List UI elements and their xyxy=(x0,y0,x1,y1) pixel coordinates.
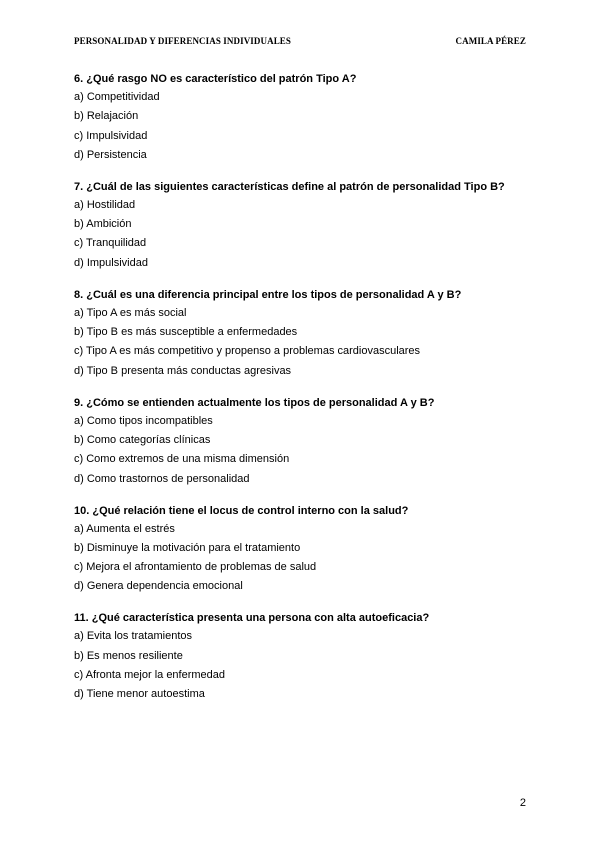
option-d: d) Genera dependencia emocional xyxy=(74,580,243,593)
header-author-name: CAMILA PÉREZ xyxy=(455,36,526,46)
question-10 xyxy=(74,504,534,594)
option-d: d) Como trastornos de personalidad xyxy=(74,472,250,485)
question-6 xyxy=(74,72,534,162)
question-list xyxy=(74,72,534,719)
option-b: b) Es menos resiliente xyxy=(74,649,183,662)
option-a: a) Hostilidad xyxy=(74,198,136,211)
question-title: 11. ¿Qué característica presenta una persona con alta autoeficacia? xyxy=(74,612,430,625)
option-a: a) Tipo A es más social xyxy=(74,306,187,319)
option-d: d) Impulsividad xyxy=(74,256,148,269)
page-number: 2 xyxy=(519,797,526,809)
option-a: a) Competitividad xyxy=(74,91,160,103)
question-8 xyxy=(74,288,534,378)
question-9 xyxy=(74,396,534,486)
option-c: c) Tranquilidad xyxy=(74,237,147,250)
option-c: c) Tipo A es más competitivo y propenso a problemas cardiovasculares xyxy=(74,345,421,358)
option-a: a) Evita los tratamientos xyxy=(74,630,192,643)
option-d: d) Tipo B presenta más conductas agresivas xyxy=(74,364,292,377)
question-title: 10. ¿Qué relación tiene el locus de control interno con la salud? xyxy=(74,504,409,517)
option-c: c) Mejora el afrontamiento de problemas de salud xyxy=(74,561,317,574)
question-title: 9. ¿Cómo se entienden actualmente los tipos de personalidad A y B? xyxy=(74,396,435,409)
option-b: b) Como categorías clínicas xyxy=(74,433,211,446)
option-c: c) Afronta mejor la enfermedad xyxy=(74,669,226,682)
option-a: a) Como tipos incompatibles xyxy=(74,414,213,427)
option-b: b) Disminuye la motivación para el tratamiento xyxy=(74,541,301,554)
header-course-title: PERSONALIDAD Y DIFERENCIAS INDIVIDUALES xyxy=(74,36,292,46)
option-b: b) Relajación xyxy=(74,110,139,123)
option-c: c) Como extremos de una misma dimensión xyxy=(74,453,290,466)
option-d: d) Persistencia xyxy=(74,148,147,161)
option-a: a) Aumenta el estrés xyxy=(74,522,175,535)
question-title: 8. ¿Cuál es una diferencia principal entre los tipos de personalidad A y B? xyxy=(74,288,462,301)
option-d: d) Tiene menor autoestima xyxy=(74,688,205,701)
question-11 xyxy=(74,611,534,701)
question-7 xyxy=(74,180,534,270)
question-title: 6. ¿Qué rasgo NO es característico del patrón Tipo A? xyxy=(74,73,357,85)
option-b: b) Ambición xyxy=(74,218,132,231)
option-c: c) Impulsividad xyxy=(74,129,148,142)
option-b: b) Tipo B es más susceptible a enfermedades xyxy=(74,326,298,339)
question-title: 7. ¿Cuál de las siguientes características define al patrón de personalidad Tipo B? xyxy=(74,180,505,193)
page-header xyxy=(74,36,526,46)
